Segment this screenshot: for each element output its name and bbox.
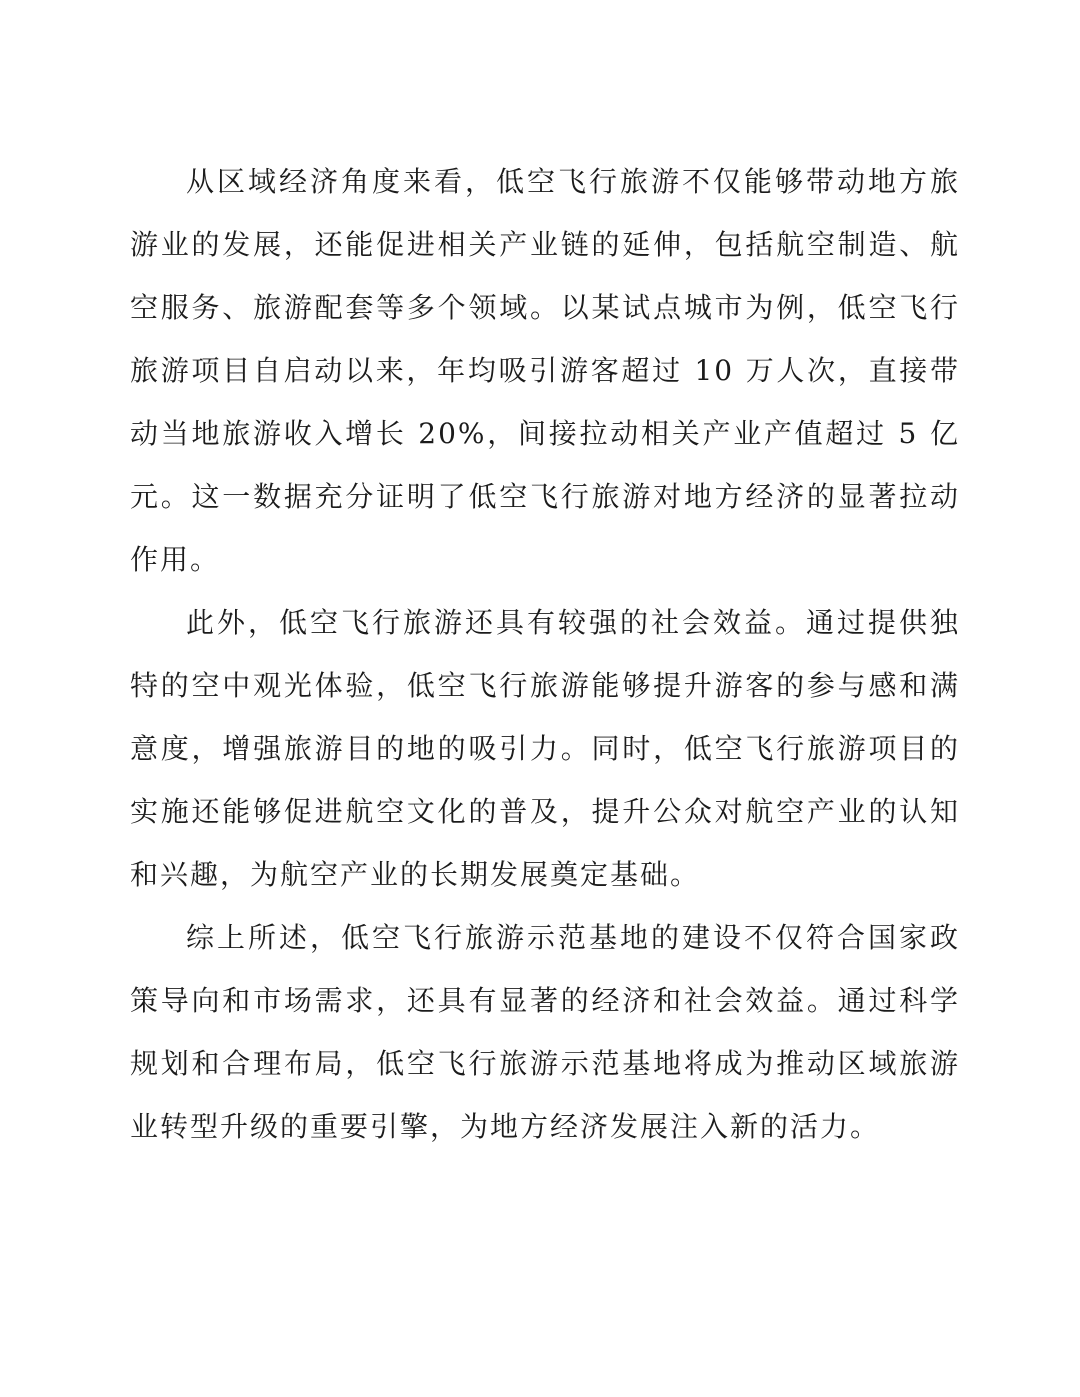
paragraph-social-benefits: 此外，低空飞行旅游还具有较强的社会效益。通过提供独特的空中观光体验，低空飞行旅游能够提升游客的参与感和满意度，增强旅游目的地的吸引力。同时，低空飞行旅游项目的实施还能够促进航空文化的普及，提升公众对航空产业的认知和兴趣，为航空产业的长期发展奠定基础。 [130, 606, 960, 891]
paragraph-regional-economy: 从区域经济角度来看，低空飞行旅游不仅能够带动地方旅游业的发展，还能促进相关产业链的延伸，包括航空制造、航空服务、旅游配套等多个领域。以某试点城市为例，低空飞行旅游项目自启动以来，年均吸引游客超过 10 万人次，直接带动当地旅游收入增长 20%，间接拉动相关产业产值超过 5 亿元。这一数据充分证明了低空飞行旅游对地方经济的显著拉动作用。 [130, 165, 960, 576]
body-text [130, 150, 960, 1158]
paragraph-conclusion: 综上所述，低空飞行旅游示范基地的建设不仅符合国家政策导向和市场需求，还具有显著的经济和社会效益。通过科学规划和合理布局，低空飞行旅游示范基地将成为推动区域旅游业转型升级的重要引擎，为地方经济发展注入新的活力。 [130, 921, 960, 1143]
